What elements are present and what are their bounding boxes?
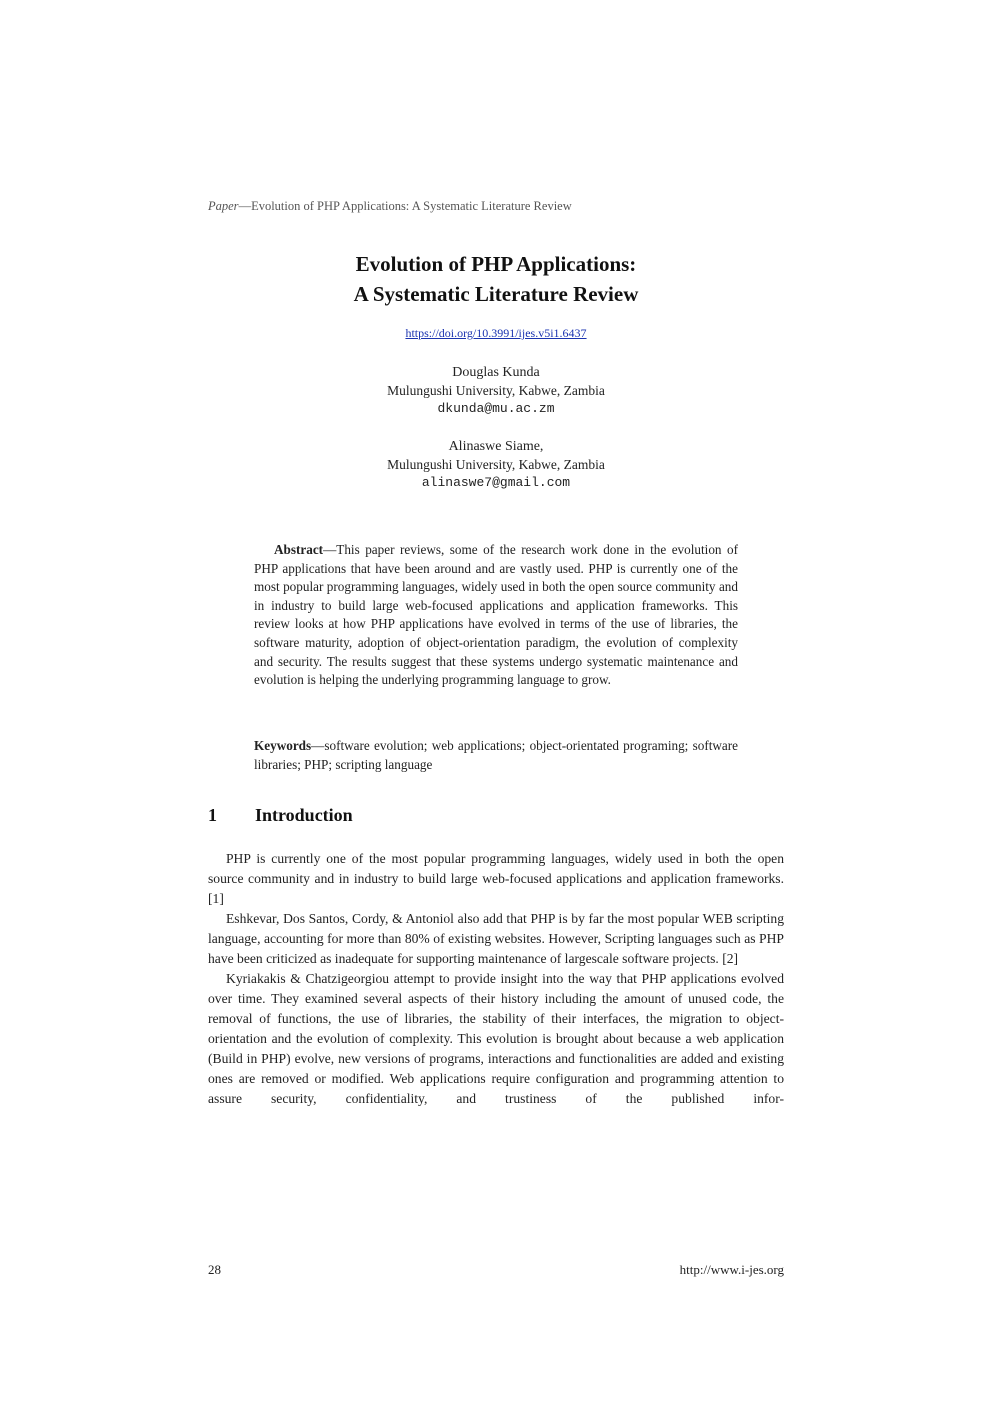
keywords-label: Keywords — [254, 738, 312, 753]
section-number: 1 — [208, 805, 217, 825]
body-paragraph: PHP is currently one of the most popular programming languages, widely used in both the open source community and in industry to build large web-focused applications and application frameworks. [1] — [208, 851, 784, 906]
paper-title-line-1: Evolution of PHP Applications: — [355, 252, 637, 276]
page-number: 28 — [208, 1262, 221, 1277]
author-block — [208, 438, 784, 492]
keywords — [254, 737, 738, 774]
body-paragraph: Kyriakakis & Chatzigeorgiou attempt to provide insight into the way that PHP applications evolved over time. They examined several aspects of their history including the amount of unused code, the removal of functions, the use of libraries, the stability of their interfaces, the migration to object-orientation and the evolution of complexity. This evolution is brought about because a web application (Build in PHP) evolve, new versions of programs, interactions and functionalities are added and existing ones are removed or modified. Web applications require configuration and programming attention to assure security, confidentiality, and trustiness of the published infor- — [208, 971, 784, 1106]
author-email: alinaswe7@gmail.com — [421, 475, 571, 490]
abstract-text: —This paper reviews, some of the research work done in the evolution of PHP applications that have been around and are vastly used. PHP is currently one of the most popular programming languages, widely used in both the open source community and in industry to build large web-focused applications and application frameworks. This review looks at how PHP applications have evolved in terms of the use of libraries, the software maturity, adoption of object-orientation paradigm, the evolution of complexity and security. The results suggest that these systems undergo systematic maintenance and evolution is helping the underlying programming language to grow. — [254, 542, 738, 688]
author-email: dkunda@mu.ac.zm — [437, 401, 555, 416]
author-name: Douglas Kunda — [452, 365, 540, 380]
author-name: Alinaswe Siame, — [448, 439, 544, 454]
doi-link[interactable]: https://doi.org/10.3991/ijes.v5i1.6437 — [405, 326, 587, 340]
section-title: Introduction — [255, 805, 353, 825]
footer-url[interactable]: http://www.i-jes.org — [679, 1262, 784, 1277]
section-body — [208, 849, 784, 1109]
body-paragraph: Eshkevar, Dos Santos, Cordy, & Antoniol also add that PHP is by far the most popular WEB scripting language, accounting for more than 80% of existing websites. However, Scripting languages such as PHP have been criticized as inadequate for supporting maintenance of largescale software projects. [2] — [208, 911, 784, 966]
author-affiliation: Mulungushi University, Kabwe, Zambia — [387, 383, 605, 398]
paper-title-line-2: A Systematic Literature Review — [353, 282, 639, 306]
keywords-text: —software evolution; web applications; object-orientated programing; software libraries; PHP; scripting language — [254, 738, 738, 772]
author-block — [208, 364, 784, 418]
running-head-title: —Evolution of PHP Applications: A Systematic Literature Review — [238, 199, 572, 213]
author-affiliation: Mulungushi University, Kabwe, Zambia — [387, 457, 605, 472]
running-head-label: Paper — [208, 199, 239, 213]
section-heading — [208, 805, 353, 826]
abstract — [254, 541, 738, 690]
abstract-label: Abstract — [274, 542, 324, 557]
paper-title — [208, 249, 784, 309]
running-head — [208, 199, 572, 214]
